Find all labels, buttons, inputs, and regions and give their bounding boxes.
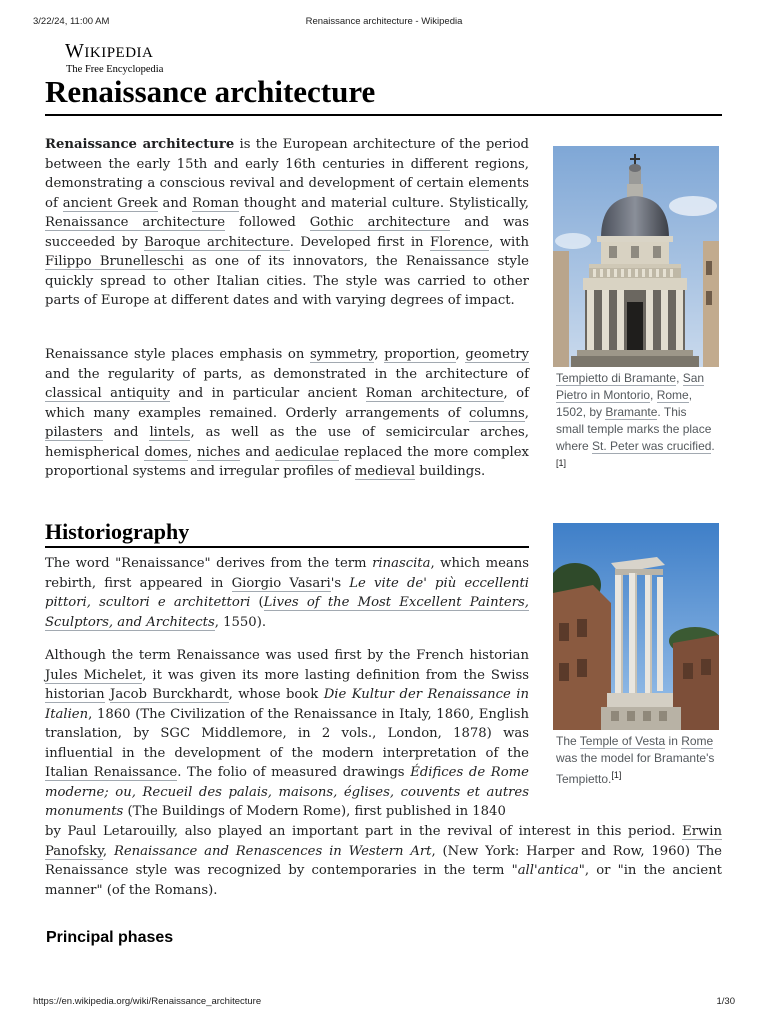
inline-link[interactable]: Rome	[656, 388, 689, 402]
inline-link[interactable]: Jacob Burckhardt	[110, 687, 229, 702]
inline-link[interactable]: medieval	[354, 464, 416, 479]
inline-link[interactable]: niches	[197, 444, 241, 460]
print-datetime: 3/22/24, 11:00 AM	[33, 16, 110, 27]
text-run: .	[711, 439, 715, 453]
inline-link[interactable]: Roman architecture	[365, 386, 504, 401]
text-run: The	[556, 734, 580, 748]
text-run: and was succeeded by	[45, 215, 530, 250]
text-run: as one of its innovators, the Renaissance style quickly spread to other Italian cities. The style was carried to other parts of Europe at different dates and with varying degrees of impact.	[45, 254, 529, 308]
inline-link[interactable]: Italian Renaissance	[45, 765, 178, 780]
text-run: The word "Renaissance" derives from the term	[45, 556, 373, 571]
print-page-title: Renaissance architecture - Wikipedia	[305, 16, 463, 27]
inline-link[interactable]: Erwin Panofsky	[45, 824, 722, 859]
italic-text: Le vite de' più eccellenti pittori, scultori e architettori	[45, 575, 529, 610]
inline-link[interactable]: proportion	[384, 347, 456, 362]
subsection-heading-principal-phases: Principal phases	[46, 929, 174, 946]
text-run: ,	[650, 388, 657, 402]
inline-link[interactable]: ancient Greek	[62, 195, 158, 211]
inline-link[interactable]: Gothic architecture	[309, 215, 451, 230]
inline-link[interactable]: geometry	[465, 347, 529, 362]
text-run: , it was given its more lasting definition from the Swiss	[142, 667, 529, 683]
text-run: , whose book	[228, 687, 324, 702]
text-run: (The Buildings of Modern Rome), first published in 1840	[123, 804, 506, 819]
text-run: . Developed first in	[289, 234, 430, 250]
print-header	[0, 16, 768, 30]
text-run: thought and material culture. Stylistically,	[238, 195, 530, 211]
title-divider	[45, 114, 722, 116]
historiography-paragraph-1	[45, 554, 529, 632]
wikipedia-logo[interactable]	[65, 40, 195, 76]
inline-link[interactable]: classical antiquity	[45, 386, 170, 401]
italic-text: Édifices de Rome moderne; ou, Recueil des palais, maisons, églises, couvents et autres monuments	[45, 765, 529, 819]
text-run: ,	[374, 347, 385, 362]
inline-link[interactable]: pilasters	[45, 425, 103, 440]
text-run: and the regularity of parts, as demonstrated in the architecture of	[45, 366, 529, 382]
text-run: (	[250, 595, 264, 610]
section-divider	[45, 546, 529, 548]
italic-text: "all'antica"	[511, 863, 585, 878]
figure-caption-temple-of-vesta	[553, 730, 719, 788]
inline-link[interactable]: Temple of Vesta	[579, 734, 666, 748]
print-page-count: 1/30	[716, 996, 735, 1007]
inline-link[interactable]: Giorgio Vasari	[231, 575, 331, 591]
inline-link[interactable]: lintels	[149, 425, 191, 440]
text-run: Renaissance style places emphasis on	[45, 347, 311, 362]
text-run: , 1502, by	[556, 388, 693, 419]
text-run: buildings.	[415, 464, 486, 479]
historiography-paragraph-2-continued	[45, 822, 722, 900]
figure-caption-tempietto	[553, 367, 719, 476]
text-run: , with	[489, 234, 529, 250]
inline-link[interactable]: San Pietro in Montorio	[556, 371, 705, 402]
text-run: . The folio of measured drawings	[177, 765, 411, 780]
inline-link[interactable]: Roman	[192, 195, 239, 211]
inline-link[interactable]: Bramante	[605, 405, 658, 419]
inline-link[interactable]: Renaissance architecture	[45, 215, 226, 230]
italic-text: Die Kultur der Renaissance in Italien	[45, 687, 529, 722]
historiography-paragraph-2	[45, 646, 529, 822]
text-run: , of which many examples remained. Orderly arrangements of	[45, 386, 529, 421]
print-footer	[0, 996, 768, 1010]
bold-term: Renaissance architecture	[45, 137, 235, 152]
text-run: , or "in the ancient manner" (of the Romans).	[45, 863, 722, 898]
text-run: , 1860 (The Civilization of the Renaissance in Italy, 1860, English translation, by SGC Middlemore, in 2 vols., London, 1878) was influential in the development of the modern interpretation of the	[45, 706, 529, 761]
inline-link[interactable]: St. Peter was crucified	[592, 439, 712, 453]
italic-text: rinascita	[372, 556, 431, 571]
text-run: and	[102, 425, 150, 440]
section-heading-historiography: Historiography	[45, 519, 190, 544]
text-run: in	[665, 734, 682, 748]
inline-link[interactable]: symmetry	[310, 347, 375, 362]
text-run: , 1550).	[214, 614, 267, 630]
text-run: ,	[102, 843, 114, 859]
intro-paragraph-2	[45, 345, 529, 482]
intro-paragraph-1	[45, 135, 529, 311]
inline-link[interactable]: Baroque architecture	[144, 234, 290, 250]
text-run: followed	[225, 215, 310, 230]
text-run: and in particular ancient	[169, 386, 366, 401]
text-run: and	[240, 444, 275, 460]
inline-link[interactable]: Jules Michelet	[45, 667, 143, 683]
page-title: Renaissance architecture	[45, 74, 376, 109]
inline-link[interactable]: aediculae	[274, 444, 340, 460]
text-run: is the European architecture of the period between the early 15th and early 16th centuries in different regions, demonstrating a conscious revival and development of certain elements of	[45, 137, 529, 211]
text-run: ,	[187, 444, 198, 460]
text-run: ,	[455, 347, 466, 362]
text-run: was the model for Bramante's Tempietto.	[556, 751, 715, 786]
inline-link[interactable]: Rome	[681, 734, 714, 748]
inline-link[interactable]: Filippo Brunelleschi	[45, 254, 184, 269]
inline-link[interactable]: Florence	[429, 234, 490, 250]
text-run: ,	[524, 405, 529, 421]
tempietto-image[interactable]	[553, 146, 719, 367]
inline-link[interactable]: Lives of the Most Excellent Painters, Sculptors, and Architects	[45, 595, 529, 630]
inline-link[interactable]: Tempietto di Bramante	[556, 371, 677, 385]
figure-tempietto	[553, 146, 719, 476]
wikipedia-tagline: The Free Encyclopedia	[66, 64, 164, 75]
inline-link[interactable]: columns	[468, 405, 525, 421]
text-run: , which means rebirth, first appeared in	[45, 556, 529, 591]
text-run: , as well as the use of semicircular arches, hemispherical	[45, 425, 529, 460]
text-run: replaced the more complex proportional systems and irregular profiles of	[45, 444, 529, 479]
figure-temple-of-vesta	[553, 523, 719, 788]
print-url: https://en.wikipedia.org/wiki/Renaissance_architecture	[33, 996, 262, 1007]
text-run: Although the term Renaissance was used first by the French historian	[45, 648, 529, 663]
inline-link[interactable]: historian	[45, 687, 105, 702]
text-run: and	[157, 195, 193, 211]
italic-text: Renaissance and Renascences in Western Art	[113, 843, 432, 859]
inline-link[interactable]: domes	[144, 444, 188, 460]
text-run: , (New York: Harper and Row, 1960) The Renaissance style was recognized by contemporaries in the term	[45, 843, 722, 878]
text-run: by Paul Letarouilly, also played an important part in the revival of interest in this period.	[45, 824, 683, 839]
wikipedia-wordmark: WIKIPEDIA	[65, 40, 154, 62]
citation-ref[interactable]: [1]	[556, 458, 567, 468]
temple-of-vesta-image[interactable]	[553, 523, 719, 730]
text-run: ,	[676, 371, 683, 385]
text-run: 's	[330, 575, 350, 591]
text-run: . This small temple marks the place where	[556, 405, 712, 453]
citation-ref[interactable]: [1]	[611, 770, 622, 780]
